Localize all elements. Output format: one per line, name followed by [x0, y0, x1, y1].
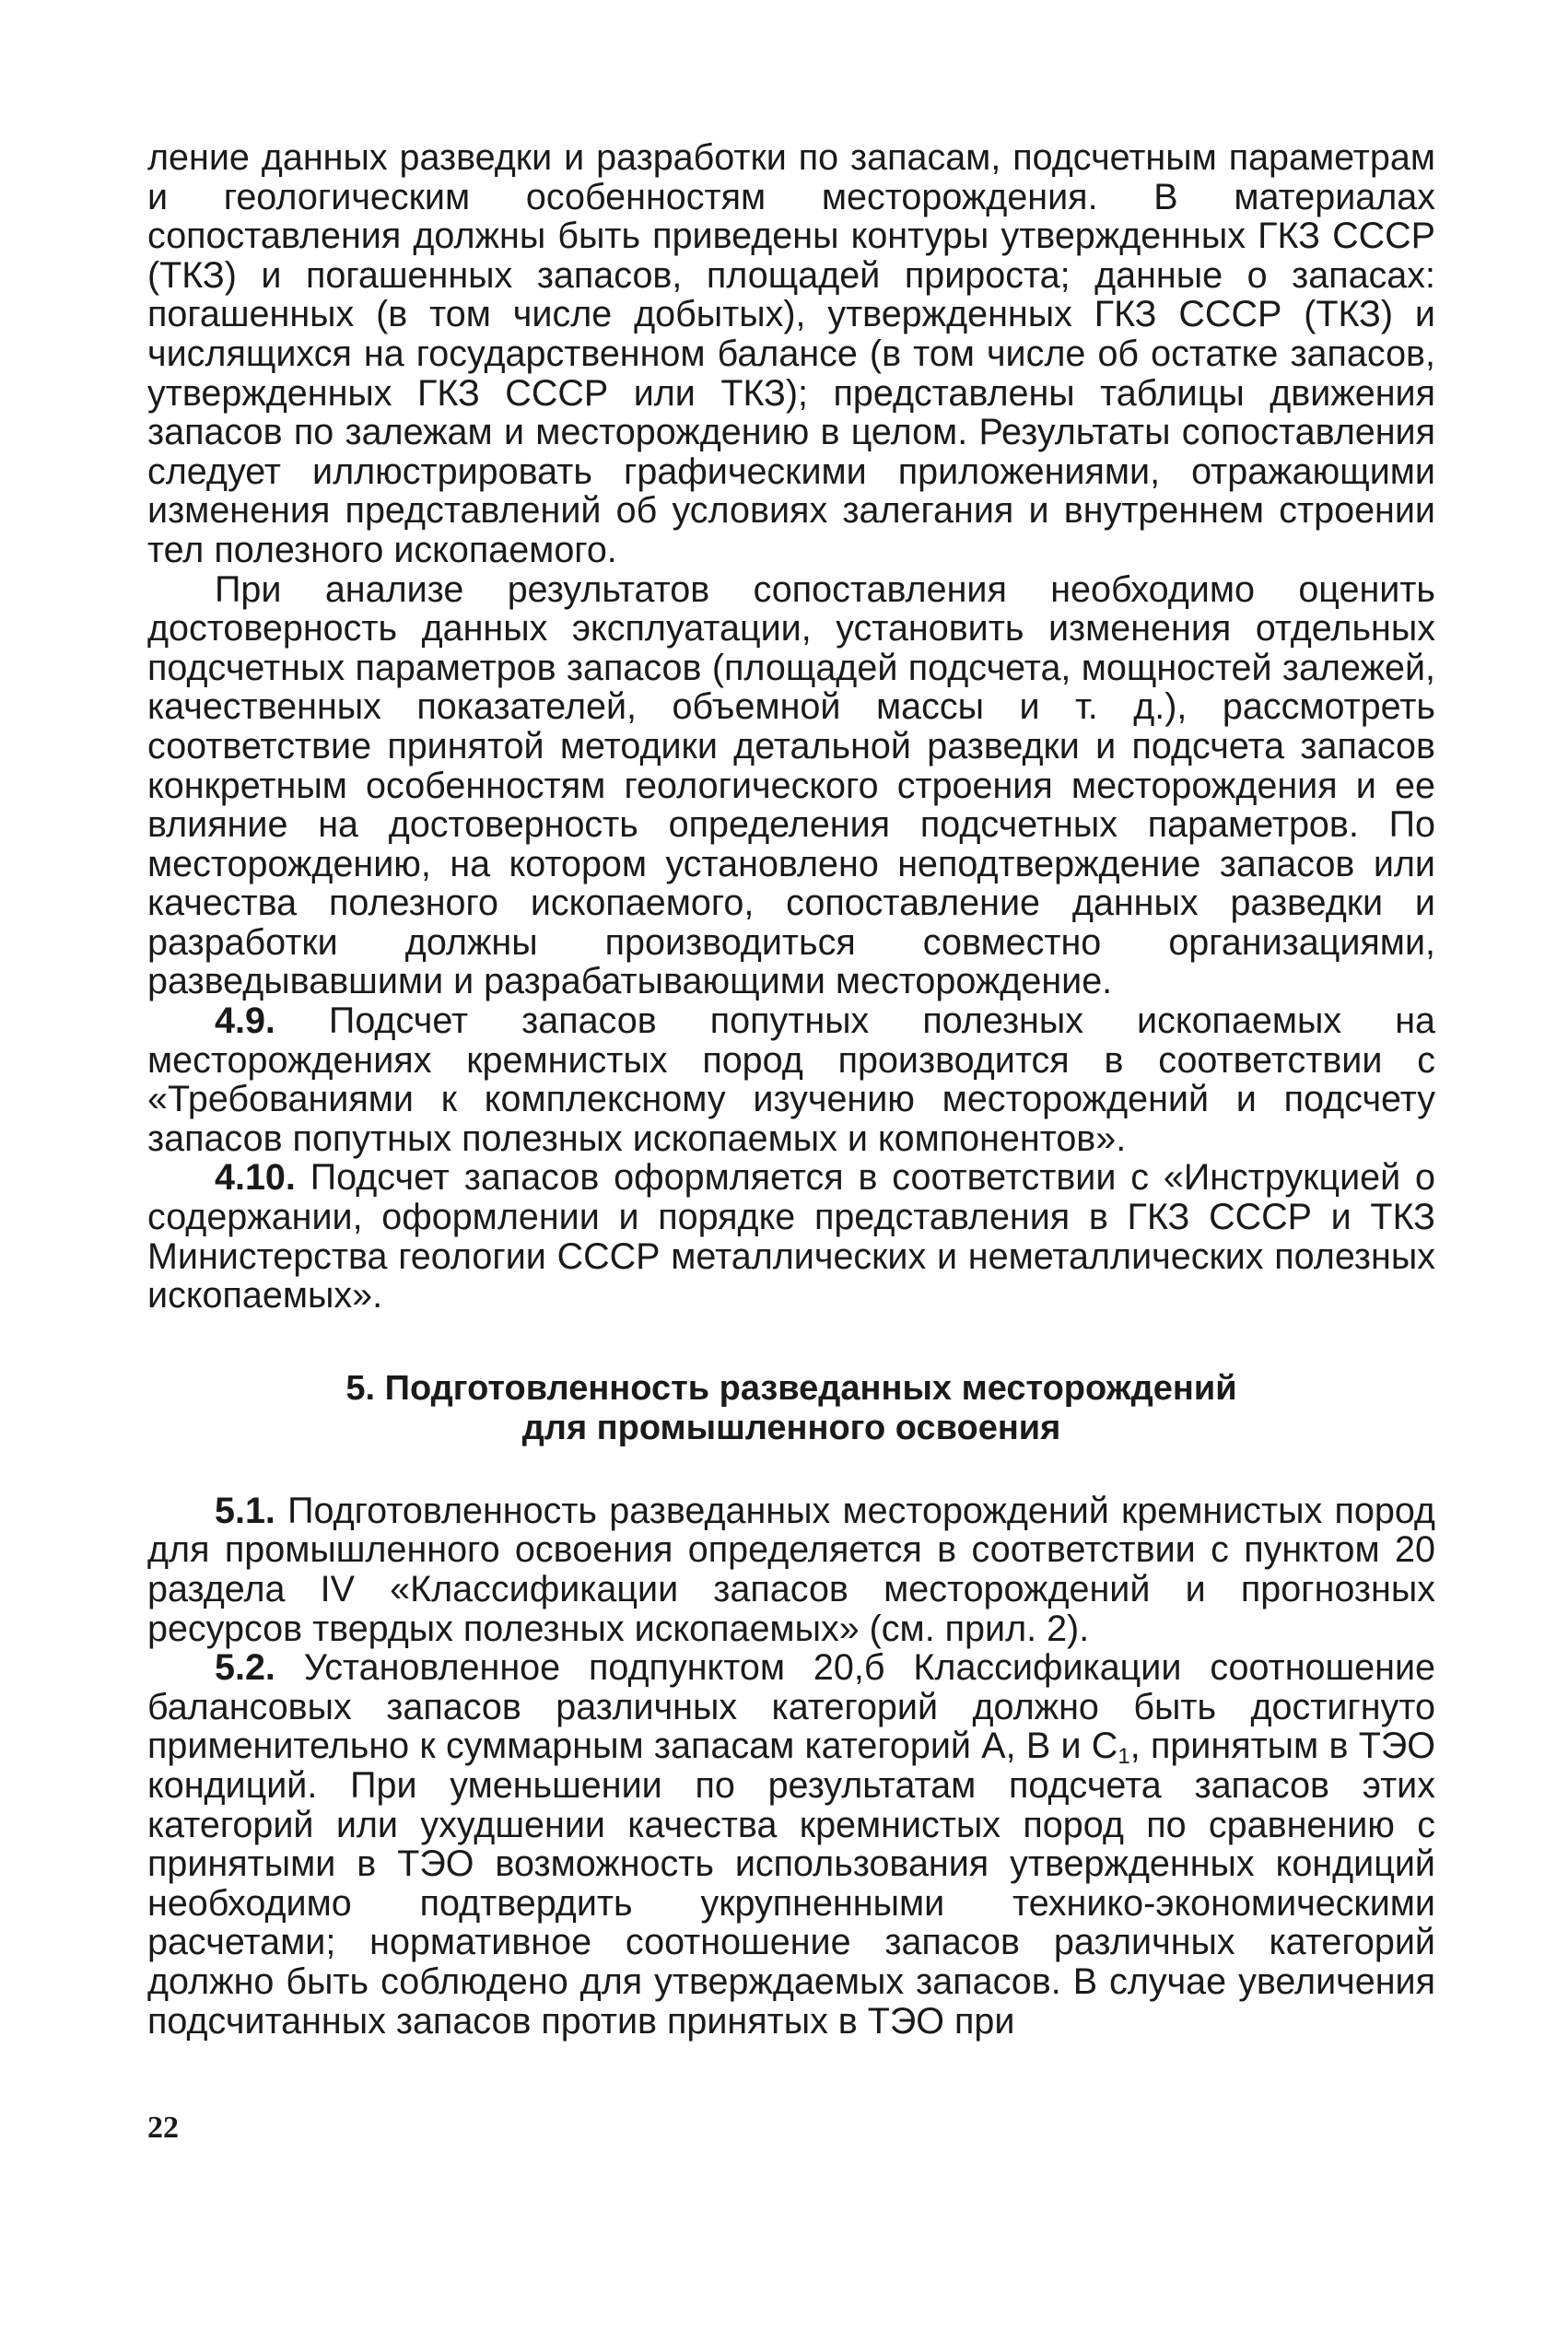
paragraph-5-2: 5.2. Установленное подпунктом 20,б Классификации соотношение балансовых запасов различных категорий должно быть достигнуто применительно к суммарным запасам категорий А, В и $С_1$, принятым в ТЭО кондиций. При уменьшении по результатам подсчета запасов этих категорий или ухудшении качества кремнистых пород по сравнению с принятыми в ТЭО возможность использования утвержденных кондиций необходимо подтвердить укрупненными технико-экономическими расчетами; нормативное соотношение запасов различных категорий должно быть соблюдено для утверждаемых запасов. В случае увеличения подсчитанных запасов против принятых в ТЭО при [147, 1647, 1435, 2042]
paragraph-continuation: ление данных разведки и разработки по запасам, подсчетным параметрам и геологическим особенностям месторождения. В материалах сопоставления должны быть приведены контуры утвержденных ГКЗ СССР (ТКЗ) и погашенных запасов, площадей прироста; данные о запасах: погашенных (в том числе добытых), утвержденных ГКЗ СССР (ТКЗ) и числящихся на государственном балансе (в том числе об остатке запасов, утвержденных ГКЗ СССР или ТКЗ); представлены таблицы движения запасов по залежам и месторождению в целом. Результаты сопоставления следует иллюстрировать графическими приложениями, отражающими изменения представлений об условиях залегания и внутреннем строении тел полезного ископаемого. [147, 137, 1435, 570]
paragraph-4-9: 4.9. Подсчет запасов попутных полезных ископаемых на месторождениях кремнистых пород производится в соответствии с «Требованиями к комплексному изучению месторождений и подсчету запасов попутных полезных ископаемых и компонентов». [147, 1001, 1435, 1159]
paragraph-number: 4.10. [215, 1157, 296, 1199]
subscript-index: 1 [1117, 1744, 1130, 1770]
paragraph-5-1: 5.1. Подготовленность разведанных месторождений кремнистых пород для промышленного освоения определяется в соответствии с пунктом 20 раздела IV «Классификации запасов месторождений и прогнозных ресурсов твердых полезных ископаемых» (см. прил. 2). [147, 1490, 1435, 1649]
document-page [147, 138, 1435, 2041]
paragraph-number: 5.1. [215, 1490, 275, 1531]
paragraph-analysis: При анализе результатов сопоставления необходимо оценить достоверность данных эксплуатации, установить изменения отдельных подсчетных параметров запасов (площадей подсчета, мощностей залежей, качественных показателей, объемной массы и т. д.), рассмотреть соответствие принятой методики детальной разведки и подсчета запасов конкретным особенностям геологического строения месторождения и ее влияние на достоверность определения подсчетных параметров. По месторождению, на котором установлено неподтверждение запасов или качества полезного ископаемого, сопоставление данных разведки и разработки должны производиться совместно организациями, разведывавшими и разрабатывающими месторождение. [147, 568, 1435, 1002]
section-heading [147, 1369, 1435, 1448]
page-number: 22 [147, 2111, 179, 2145]
section-heading-line-2: для промышленного освоения [521, 1408, 1061, 1447]
paragraph-4-10: 4.10. Подсчет запасов оформляется в соответствии с «Инструкцией о содержании, оформлении и порядке представления в ГКЗ СССР и ТКЗ Министерства геологии СССР металлических и неметаллических полезных ископаемых». [147, 1157, 1435, 1317]
section-heading-line-1: 5. Подготовленность разведанных месторождений [345, 1368, 1237, 1408]
paragraph-number: 4.9. [215, 1001, 275, 1042]
paragraph-number: 5.2. [215, 1647, 275, 1689]
